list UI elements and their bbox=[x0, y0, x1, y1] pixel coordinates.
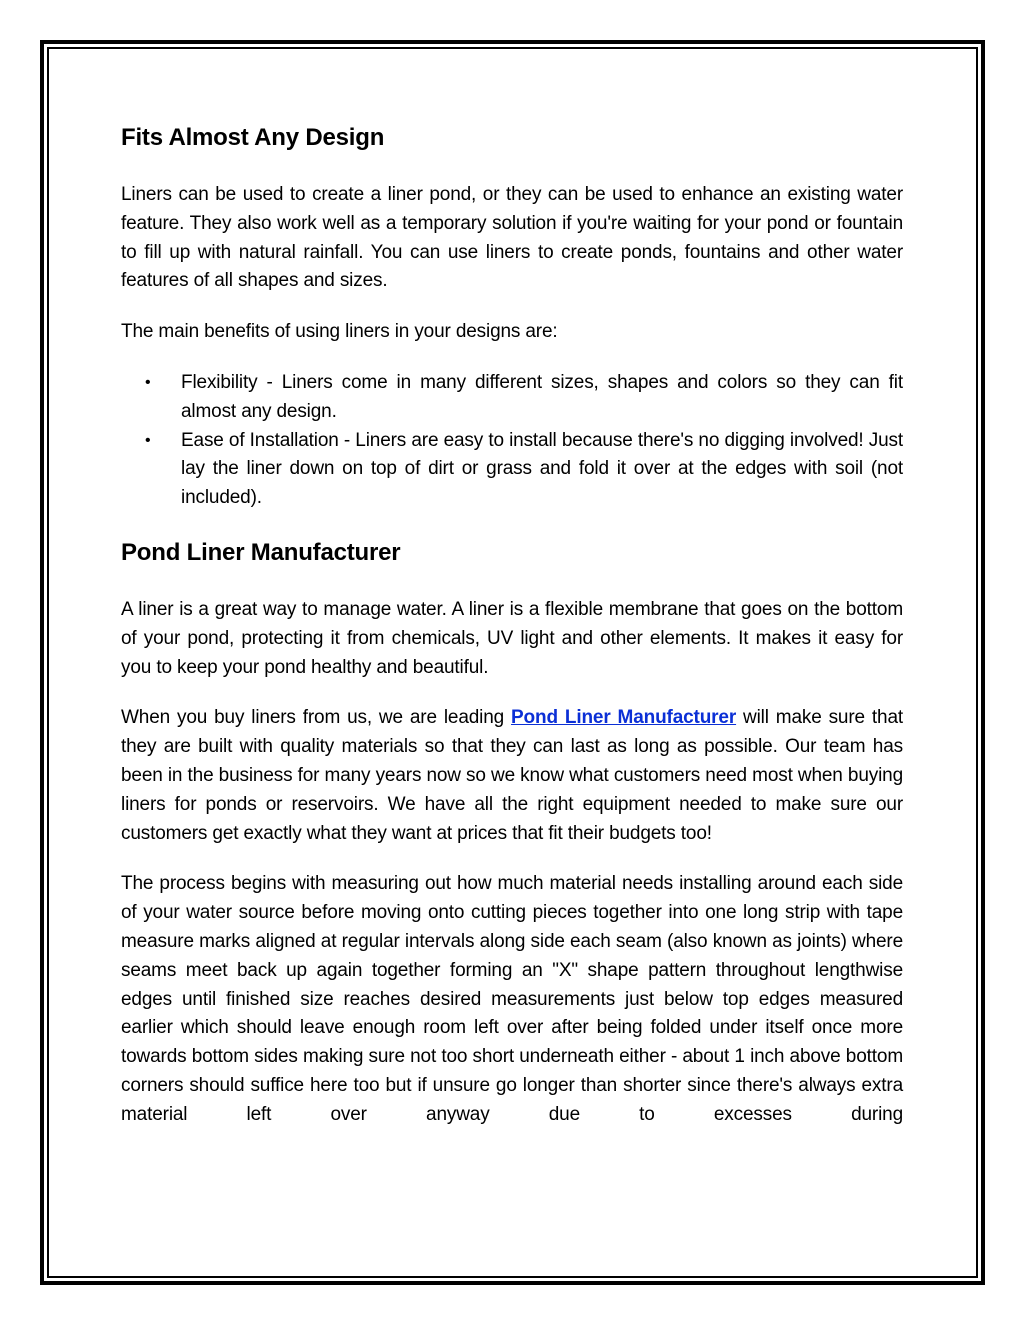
pond-liner-manufacturer-link[interactable]: Pond Liner Manufacturer bbox=[511, 707, 737, 729]
list-item bbox=[145, 369, 903, 427]
bullet-icon: • bbox=[145, 431, 151, 449]
list-item-text: Flexibility - Liners come in many different sizes, shapes and colors so they can fit almost any design. bbox=[181, 371, 903, 422]
list-item bbox=[145, 427, 903, 513]
paragraph-process: The process begins with measuring out how much material needs installing around each side of your water source before moving onto cutting pieces together into one long strip with tape measure marks aligned at regular intervals along side each seam (also known as joints) where seams meet back up again together forming an "X" shape pattern throughout lengthwise edges until finished size reaches desired measurements just below top edges measured earlier which should leave enough room left over after being folded under itself once more towards bottom sides making sure not too short underneath either - about 1 inch above bottom corners should suffice here too but if unsure go longer than shorter since there's always extra material left over anyway due to excesses during bbox=[121, 873, 903, 1125]
paragraph-buy-liners bbox=[121, 704, 903, 848]
list-item-text: Ease of Installation - Liners are easy to install because there's no digging involved! Just lay the liner down on top of dirt or grass and fold it over at the edges with soil (not included). bbox=[181, 429, 903, 509]
section-heading-fits-almost-any-design: Fits Almost Any Design bbox=[121, 124, 385, 151]
document-body bbox=[121, 122, 903, 1130]
section-heading-pond-liner-manufacturer: Pond Liner Manufacturer bbox=[121, 538, 401, 566]
benefits-list bbox=[121, 369, 903, 513]
paragraph-text: will make sure that they are built with quality materials so that they can last as long as possible. Our team has been in the business for many years now so we know what customers need most when buying liners for ponds or reservoirs. We have all the right equipment needed to make sure our customers get exactly what they want at prices that fit their budgets too! bbox=[121, 707, 903, 844]
paragraph-liner-description: A liner is a great way to manage water. A liner is a flexible membrane that goes on the bottom of your pond, protecting it from chemicals, UV light and other elements. It makes it easy for you to keep your pond healthy and beautiful. bbox=[121, 598, 903, 678]
bullet-icon: • bbox=[145, 373, 151, 391]
paragraph-text: When you buy liners from us, we are leading bbox=[121, 707, 512, 729]
paragraph-liners-intro: Liners can be used to create a liner pond, or they can be used to enhance an existing water feature. They also work well as a temporary solution if you're waiting for your pond or fountain to fill up with natural rainfall. You can use liners to create ponds, fountains and other water features of all shapes and sizes. bbox=[121, 184, 903, 292]
paragraph-benefits-intro: The main benefits of using liners in your designs are: bbox=[121, 321, 558, 343]
